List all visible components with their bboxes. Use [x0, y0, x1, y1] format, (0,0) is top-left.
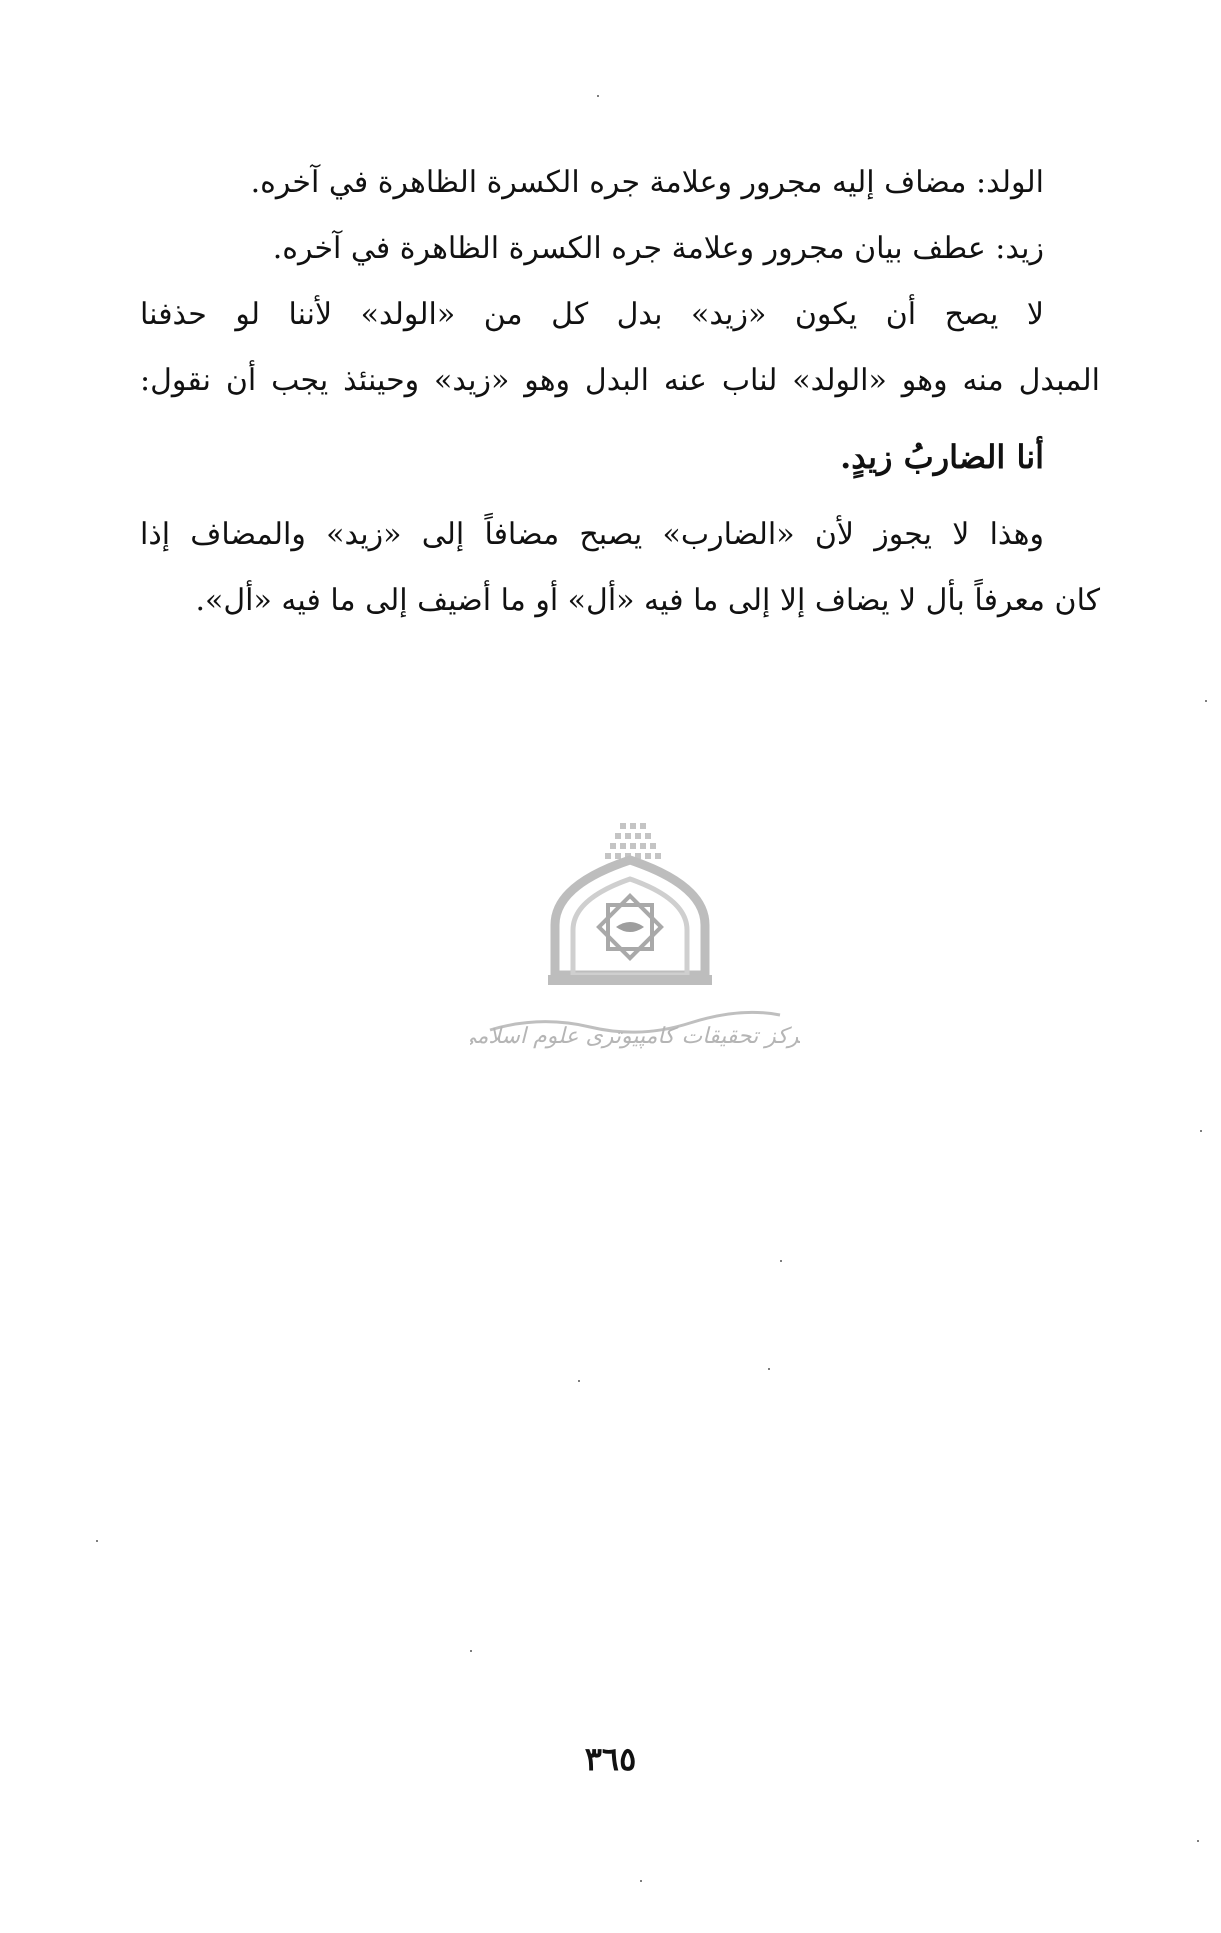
example-sentence: أنا الضاربُ زيدٍ. [840, 438, 1044, 476]
scan-speck [768, 1368, 770, 1370]
scan-speck [578, 1380, 580, 1382]
text-line: وهذا لا يجوز لأن «الضارب» يصبح مضافاً إلى «زيد» والمضاف إذا [140, 517, 1044, 552]
body-text [140, 150, 1100, 634]
scan-speck [1205, 700, 1207, 702]
scan-speck [780, 1260, 782, 1262]
scan-speck [640, 1880, 642, 1882]
watermark-text: مرکز تحقیقات کامپیوتری علوم اسلامی [470, 1024, 800, 1049]
text-line: كان معرفاً بأل لا يضاف إلا إلى ما فيه «أل» أو ما أضيف إلى ما فيه «أل». [195, 583, 1100, 618]
scan-speck [96, 1540, 98, 1542]
text-line: المبدل منه وهو «الولد» لناب عنه البدل وهو «زيد» وحينئذ يجب أن نقول: [140, 363, 1100, 398]
text-line: زيد: عطف بيان مجرور وعلامة جره الكسرة الظاهرة في آخره. [272, 231, 1044, 266]
text-line: لا يصح أن يكون «زيد» بدل كل من «الولد» لأننا لو حذفنا [140, 297, 1044, 332]
watermark-logo [470, 815, 800, 1060]
scan-speck [1197, 1840, 1199, 1842]
scan-speck [470, 1650, 472, 1652]
scan-speck [1200, 1130, 1202, 1132]
watermark-emblem-icon [470, 815, 800, 1060]
scan-speck [597, 95, 599, 97]
text-line: الولد: مضاف إليه مجرور وعلامة جره الكسرة الظاهرة في آخره. [250, 165, 1044, 200]
page-number: ٣٦٥ [584, 1740, 637, 1778]
